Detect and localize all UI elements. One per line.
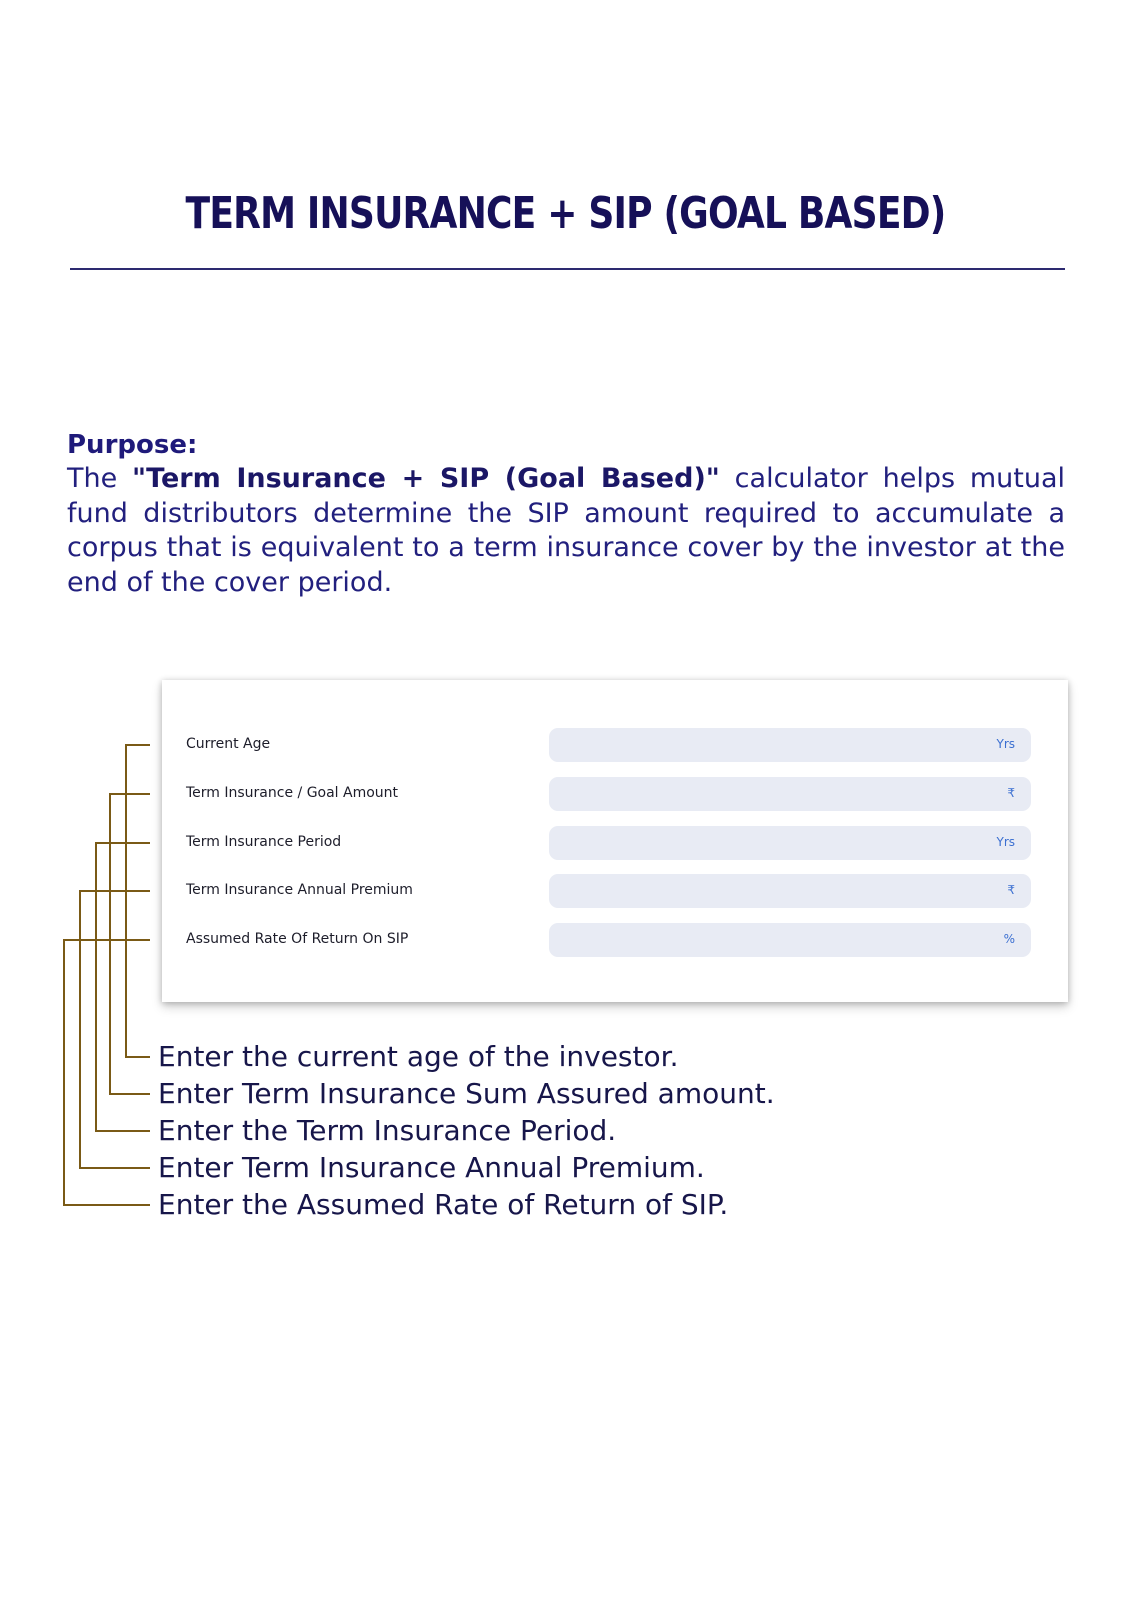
rupee-unit-label: ₹ xyxy=(1007,786,1015,800)
percent-unit-label: % xyxy=(1003,932,1015,946)
years-unit-label: Yrs xyxy=(996,737,1015,751)
connector-insurance-period xyxy=(96,843,150,1131)
instruction-sum-assured: Enter Term Insurance Sum Assured amount. xyxy=(158,1077,775,1110)
current-age-label: Current Age xyxy=(186,736,271,752)
instruction-insurance-period: Enter the Term Insurance Period. xyxy=(158,1114,617,1147)
instruction-current-age: Enter the current age of the investor. xyxy=(158,1040,679,1073)
calculator-name: "Term Insurance + SIP (Goal Based)" xyxy=(132,463,720,494)
rate-of-return-label: Assumed Rate Of Return On SIP xyxy=(186,931,409,947)
purpose-text-before: The xyxy=(67,463,133,494)
annual-premium-label: Term Insurance Annual Premium xyxy=(186,882,413,898)
connector-goal-amount xyxy=(110,794,150,1094)
years-unit-label: Yrs xyxy=(996,835,1015,849)
instruction-rate-of-return: Enter the Assumed Rate of Return of SIP. xyxy=(158,1188,729,1221)
rupee-unit-label: ₹ xyxy=(1007,883,1015,897)
page-title: TERM INSURANCE + SIP (GOAL BASED) xyxy=(185,188,946,239)
goal-amount-label: Term Insurance / Goal Amount xyxy=(186,785,399,801)
connector-rate-of-return xyxy=(64,940,150,1205)
instruction-annual-premium: Enter Term Insurance Annual Premium. xyxy=(158,1151,705,1184)
connector-current-age xyxy=(126,745,150,1057)
connector-annual-premium xyxy=(80,891,150,1168)
purpose-heading: Purpose: xyxy=(67,430,198,460)
purpose-text-after: calculator helps mutual fund distributors determine the SIP amount required to accumulate a corpus that is equivalent to a term insurance cover by the investor at the end of the cover period. xyxy=(67,463,1065,598)
insurance-period-label: Term Insurance Period xyxy=(186,834,342,850)
